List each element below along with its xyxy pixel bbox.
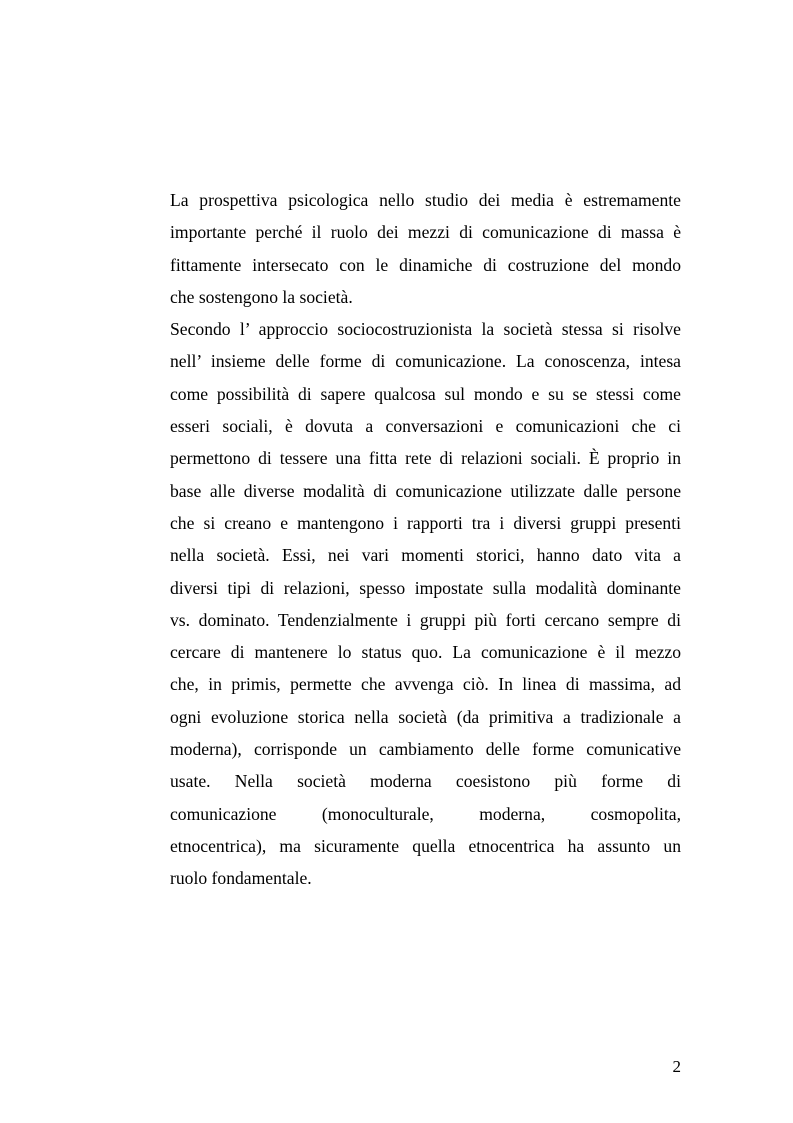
text-line: moderna), corrisponde un cambiamento delle forme comunicative bbox=[170, 739, 681, 760]
text-line: Secondo l’ approccio sociocostruzionista la società stessa si risolve bbox=[170, 319, 681, 340]
text-line: fittamente intersecato con le dinamiche di costruzione del mondo bbox=[170, 254, 681, 275]
text-line: La prospettiva psicologica nello studio dei media è estremamente bbox=[170, 190, 681, 210]
text-line: permettono di tessere una fitta rete di relazioni sociali. È proprio in bbox=[170, 448, 681, 469]
text-line: usate. Nella società moderna coesistono più forme di bbox=[170, 771, 681, 792]
text-line: vs. dominato. Tendenzialmente i gruppi più forti cercano sempre di bbox=[170, 609, 681, 630]
text-line: esseri sociali, è dovuta a conversazioni e comunicazioni che ci bbox=[170, 416, 681, 437]
text-line: comunicazione (monoculturale, moderna, cosmopolita, bbox=[170, 803, 681, 824]
text-line: ruolo fondamentale. bbox=[170, 868, 312, 889]
text-line: che sostengono la società. bbox=[170, 286, 353, 307]
text-line: diversi tipi di relazioni, spesso impostate sulla modalità dominante bbox=[170, 577, 681, 598]
text-line: cercare di mantenere lo status quo. La comunicazione è il mezzo bbox=[170, 642, 681, 663]
text-line: ogni evoluzione storica nella società (da primitiva a tradizionale a bbox=[170, 706, 681, 727]
text-line: che, in primis, permette che avvenga ciò. In linea di massima, ad bbox=[170, 674, 681, 695]
text-line: importante perché il ruolo dei mezzi di comunicazione di massa è bbox=[170, 222, 681, 243]
text-line: come possibilità di sapere qualcosa sul mondo e su se stessi come bbox=[170, 383, 681, 404]
page-number: 2 bbox=[672, 1057, 681, 1076]
text-line: nell’ insieme delle forme di comunicazione. La conoscenza, intesa bbox=[170, 351, 681, 372]
body-text bbox=[170, 184, 681, 895]
text-line: base alle diverse modalità di comunicazione utilizzate dalle persone bbox=[170, 480, 681, 501]
text-line: nella società. Essi, nei vari momenti storici, hanno dato vita a bbox=[170, 545, 681, 566]
text-line: che si creano e mantengono i rapporti tra i diversi gruppi presenti bbox=[170, 512, 681, 533]
text-line: etnocentrica), ma sicuramente quella etnocentrica ha assunto un bbox=[170, 835, 681, 856]
